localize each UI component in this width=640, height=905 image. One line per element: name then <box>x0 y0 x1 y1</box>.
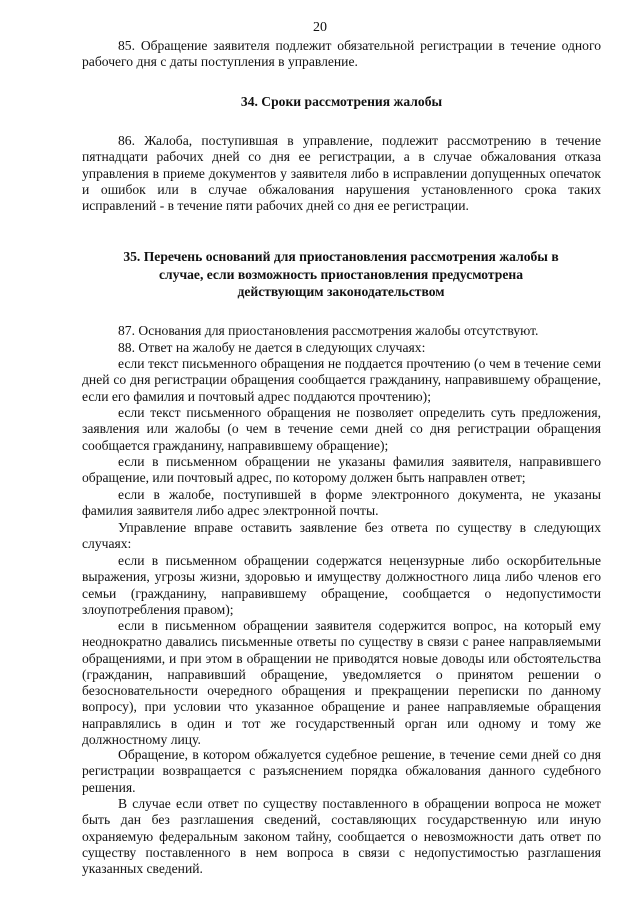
heading-section-34: 34. Сроки рассмотрения жалобы <box>240 94 443 109</box>
state-secret-paragraph: В случае если ответ по существу поставленного в обращении вопроса не может быть дан без разглашения сведений, составляющих государственную или иную охраняемую федеральным законом тайну, сообщается о невозможности дать ответ по существу поставленного в нем вопроса в связи с недопустимостью разглашения указанных сведений. <box>82 796 601 877</box>
case-undefined-essence: если текст письменного обращения не позволяет определить суть предложения, заявления или жалобы (о чем в течение семи дней со дня регистрации обращения сообщается гражданину, направившему обращение); <box>82 405 601 453</box>
management-right-paragraph: Управление вправе оставить заявление без ответа по существу в следующих случаях: <box>82 520 601 552</box>
paragraph-88: 88. Ответ на жалобу не дается в следующих случаях: <box>118 340 426 355</box>
paragraph-87: 87. Основания для приостановления рассмотрения жалобы отсутствуют. <box>118 323 539 338</box>
case-electronic-document: если в жалобе, поступившей в форме электронного документа, не указаны фамилия заявителя либо адрес электронной почты. <box>82 487 601 519</box>
management-case-obscene: если в письменном обращении содержатся нецензурные либо оскорбительные выражения, угрозы жизни, здоровью и имуществу должностного лица либо членов его семьи (гражданину, направившему обращение, сообщается о недопустимости злоупотребления правом); <box>82 553 601 617</box>
heading-section-35: 35. Перечень оснований для приостановления рассмотрения жалобы в случае, если возможность приостановления предусмотрена действующим законодательством <box>123 249 559 299</box>
paragraph-86: 86. Жалоба, поступившая в управление, подлежит рассмотрению в течение пятнадцати рабочих дней со дня ее регистрации, а в случае обжалования отказа управления в приеме документов у заявителя либо в исправлении допущенных опечаток и ошибок или в случае обжалования нарушения установленного срока таких исправлений - в течение пяти рабочих дней со дня ее регистрации. <box>82 133 601 214</box>
court-decision-paragraph: Обращение, в котором обжалуется судебное решение, в течение семи дней со дня регистрации возвращается с разъяснением порядка обжалования данного судебного решения. <box>82 747 601 795</box>
management-case-repeated: если в письменном обращении заявителя содержится вопрос, на который ему неоднократно давались письменные ответы по существу в связи с ранее направляемыми обращениями, и при этом в обращении не приводятся новые доводы или обстоятельства (гражданин, направивший обращение, уведомляется о принятом решении о безосновательности очередного обращения и прекращении переписки по данному вопросу), при условии что указанное обращение и ранее направляемые обращения направлялись в один и тот же государственный орган или одному и тому же должностному лицу. <box>82 618 601 748</box>
case-missing-name-address: если в письменном обращении не указаны фамилия заявителя, направившего обращение, или почтовый адрес, по которому должен быть направлен ответ; <box>82 454 601 486</box>
paragraph-85: 85. Обращение заявителя подлежит обязательной регистрации в течение одного рабочего дня с даты поступления в управление. <box>82 38 601 70</box>
page-number: 20 <box>313 20 327 35</box>
case-unreadable-text: если текст письменного обращения не поддается прочтению (о чем в течение семи дней со дня регистрации обращения сообщается гражданину, направившему обращение, если его фамилия и почтовый адрес поддаются прочтению); <box>82 356 601 404</box>
